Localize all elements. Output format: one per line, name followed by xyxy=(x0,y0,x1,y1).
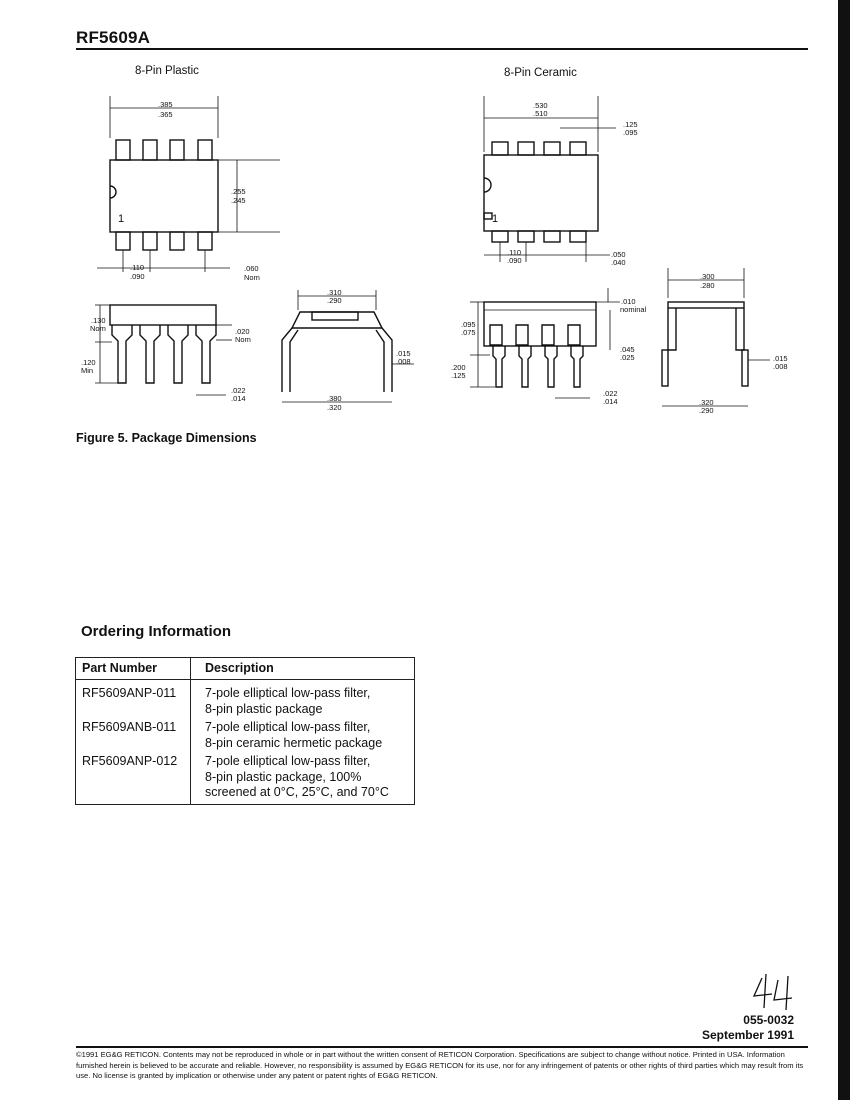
dim-plastic-pinw-top: .060 xyxy=(244,264,259,273)
description xyxy=(191,751,415,804)
dim-plastic-leadw-bot: .014 xyxy=(231,394,246,403)
dim-plastic-leadw-top: .022 xyxy=(231,386,246,395)
handwritten-initials xyxy=(752,970,798,1012)
dim-ceramic-thick-bot: .008 xyxy=(773,362,788,371)
dim-plastic-pitch-bot: .090 xyxy=(130,272,145,281)
description-line: screened at 0°C, 25°C, and 70°C xyxy=(205,785,389,799)
ceramic-end-view xyxy=(662,268,770,406)
dim-ceramic-pitch-top: .110 xyxy=(507,248,522,257)
table-row xyxy=(76,751,415,804)
dim-ceramic-thick-top: .015 xyxy=(773,354,788,363)
dim-ceramic-leadw-bot: .014 xyxy=(603,397,618,406)
description-line: 8-pin plastic package, 100% xyxy=(205,769,362,784)
part-number: RF5609ANB-011 xyxy=(76,717,191,751)
ceramic-side-view xyxy=(470,288,620,398)
plastic-package-label: 8-Pin Plastic xyxy=(135,65,199,77)
dim-plastic-lead-top: .120 xyxy=(81,358,96,367)
dim-plastic-height-top: .255 xyxy=(231,187,246,196)
dim-plastic-width-bot: .365 xyxy=(158,110,173,119)
dim-ceramic-endw-top: .300 xyxy=(700,272,715,281)
plastic-top-view xyxy=(97,96,280,272)
dim-plastic-height-bot: .245 xyxy=(231,196,246,205)
footer-legal-text: ©1991 EG&G RETICON. Contents may not be reproduced in whole or in part without the written consent of RETICON Corporation. Specifications are subject to change without notice. Printed in USA. Information furnished herein is believed to be accurate and reliable. However, no responsibility is assumed by EG&G RETICON for its use, nor for any infringement of patents or other rights of third parties which may result from its use. No license is granted by implication or otherwise under any patent or patent rights of EG&G RETICON. xyxy=(76,1050,804,1080)
dim-ceramic-edge-top: .125 xyxy=(623,120,638,129)
page-title: RF5609A xyxy=(76,28,151,47)
dim-ceramic-nom-top: .010 xyxy=(621,297,636,306)
dim-ceramic-endw-bot: .280 xyxy=(700,281,715,290)
part-number: RF5609ANP-011 xyxy=(76,680,191,718)
ceramic-top-view xyxy=(484,96,616,262)
dim-plastic-shoulder-bot: Nom xyxy=(235,335,251,344)
dim-plastic-span-bot: .320 xyxy=(327,403,342,412)
dim-plastic-span-top: .380 xyxy=(327,394,342,403)
dim-ceramic-span-top: .320 xyxy=(699,398,714,407)
dim-ceramic-lead-bot: .125 xyxy=(451,371,466,380)
document-number: 055-0032 xyxy=(743,1013,794,1027)
table-row xyxy=(76,680,415,718)
plastic-side-view xyxy=(95,305,232,395)
header-part-number: Part Number xyxy=(76,658,191,680)
header-description: Description xyxy=(191,658,415,680)
footer-rule xyxy=(76,1046,808,1048)
dim-plastic-endw-top: .310 xyxy=(327,288,342,297)
dim-plastic-sideh-bot: Nom xyxy=(90,324,106,333)
table-header-row xyxy=(76,658,415,680)
dim-ceramic-shoulder-bot: .025 xyxy=(620,353,635,362)
dim-ceramic-pinw-top: .050 xyxy=(611,250,626,259)
dim-plastic-thick-bot: .008 xyxy=(396,357,411,366)
dim-plastic-endw-bot: .290 xyxy=(327,296,342,305)
dim-ceramic-pinw-bot: .040 xyxy=(611,258,626,267)
description-line: 8-pin ceramic hermetic package xyxy=(205,735,383,750)
dim-ceramic-pitch-bot: .090 xyxy=(507,256,522,265)
document-date: September 1991 xyxy=(701,1028,794,1042)
figure-caption: Figure 5. Package Dimensions xyxy=(76,431,257,445)
dim-ceramic-edge-bot: .095 xyxy=(623,128,638,137)
dim-ceramic-width-top: .530 xyxy=(533,101,548,110)
part-number: RF5609ANP-012 xyxy=(76,751,191,804)
dim-ceramic-bodyh-bot: .075 xyxy=(461,328,476,337)
description-line: 7-pole elliptical low-pass filter, xyxy=(205,720,371,734)
pin1-ceramic: 1 xyxy=(492,213,499,225)
dim-ceramic-span-bot: .290 xyxy=(699,406,714,415)
dim-plastic-thick-top: .015 xyxy=(396,349,411,358)
dim-plastic-pitch-top: .110 xyxy=(130,263,145,272)
dim-ceramic-leadw-top: .022 xyxy=(603,389,618,398)
description-line: 7-pole elliptical low-pass filter, xyxy=(205,686,371,700)
description-line: 7-pole elliptical low-pass filter, xyxy=(205,754,371,768)
ordering-table xyxy=(75,657,415,805)
ceramic-package-label: 8-Pin Ceramic xyxy=(504,67,577,79)
dim-plastic-lead-bot: Min xyxy=(81,366,94,375)
dim-ceramic-nom-bot: nominal xyxy=(620,305,647,314)
dim-plastic-pinw-bot: Nom xyxy=(244,273,260,282)
description-line: 8-pin plastic package xyxy=(205,701,323,716)
dim-ceramic-shoulder-top: .045 xyxy=(620,345,635,354)
plastic-end-view xyxy=(282,290,414,402)
dim-plastic-sideh-top: .130 xyxy=(91,316,106,325)
ordering-title: Ordering Information xyxy=(81,623,231,640)
pin1-plastic: 1 xyxy=(118,213,125,225)
dim-ceramic-lead-top: .200 xyxy=(451,363,466,372)
dim-ceramic-width-bot: .510 xyxy=(533,109,548,118)
dim-ceramic-bodyh-top: .095 xyxy=(461,320,476,329)
description xyxy=(191,680,415,718)
dim-plastic-shoulder-top: .020 xyxy=(235,327,250,336)
dim-plastic-width-top: .385 xyxy=(158,100,173,109)
table-row xyxy=(76,717,415,751)
description xyxy=(191,717,415,751)
package-dimensions-diagram xyxy=(0,0,850,450)
